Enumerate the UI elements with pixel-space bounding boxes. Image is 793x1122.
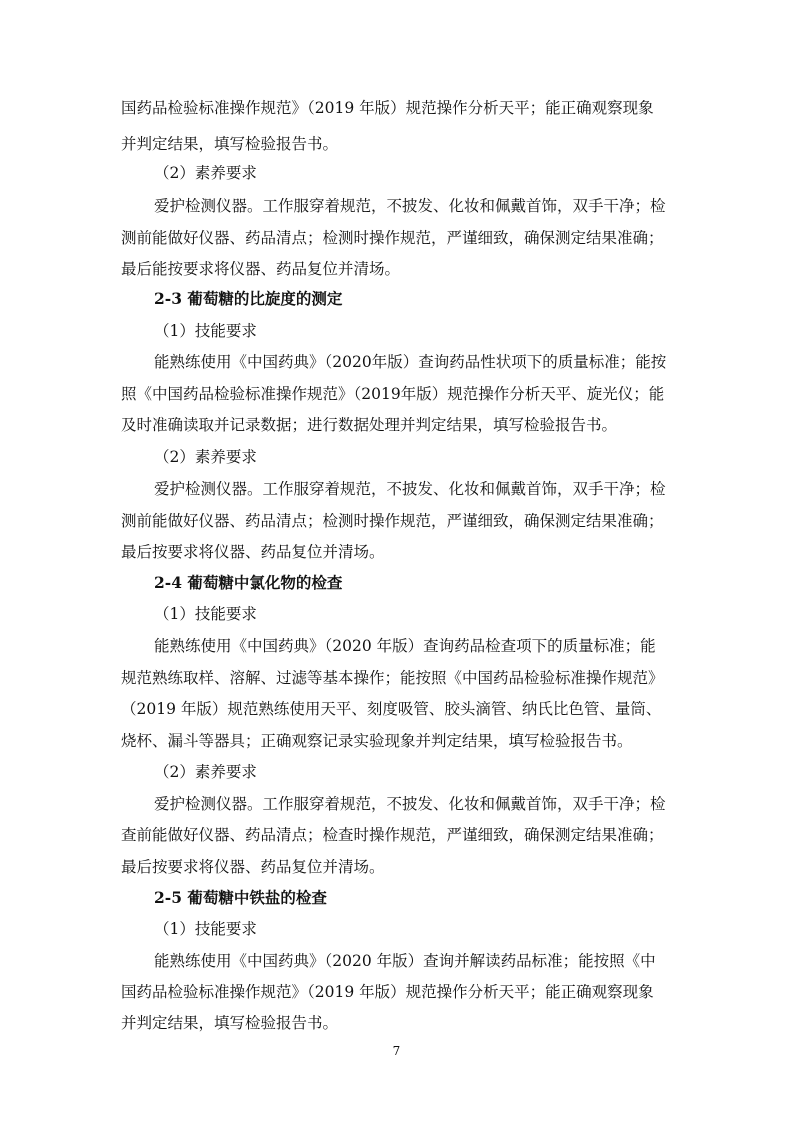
paragraph-line: 测前能做好仪器、药品清点；检测时操作规范，严谨细致，确保测定结果准确；	[121, 512, 664, 530]
paragraph-line: 最后能按要求将仪器、药品复位并清场。	[121, 260, 401, 278]
subheading-literacy: （2）素养要求	[154, 763, 257, 781]
paragraph-line: 并判定结果，填写检验报告书。	[121, 135, 339, 153]
paragraph-line: 及时准确读取并记录数据；进行数据处理并判定结果，填写检验报告书。	[121, 416, 618, 434]
section-heading-2-4: 2-4 葡萄糖中氯化物的检查	[154, 573, 343, 592]
subheading-literacy: （2）素养要求	[154, 448, 257, 466]
section-heading-2-3: 2-3 葡萄糖的比旋度的测定	[154, 289, 343, 308]
paragraph-line: 最后按要求将仪器、药品复位并清场。	[121, 858, 385, 876]
subheading-literacy: （2）素养要求	[154, 164, 257, 182]
section-heading-2-5: 2-5 葡萄糖中铁盐的检查	[154, 888, 327, 907]
paragraph-line: 照《中国药品检验标准操作规范》（2019年版）规范操作分析天平、旋光仪；能	[121, 385, 665, 403]
paragraph-line: 测前能做好仪器、药品清点；检测时操作规范，严谨细致，确保测定结果准确；	[121, 229, 664, 247]
subheading-skills: （1）技能要求	[154, 322, 257, 340]
paragraph-line: 查前能做好仪器、药品清点；检查时操作规范，严谨细致，确保测定结果准确；	[121, 826, 664, 844]
paragraph-line: 爱护检测仪器。工作服穿着规范，不披发、化妆和佩戴首饰，双手干净；检	[154, 480, 666, 498]
paragraph-line: 能熟练使用《中国药典》（2020 年版）查询并解读药品标准；能按照《中	[154, 952, 656, 970]
paragraph-line: 国药品检验标准操作规范》（2019 年版）规范操作分析天平；能正确观察现象	[121, 99, 654, 117]
paragraph-line: 国药品检验标准操作规范》（2019 年版）规范操作分析天平；能正确观察现象	[121, 983, 654, 1001]
subheading-skills: （1）技能要求	[154, 920, 257, 938]
paragraph-line: 能熟练使用《中国药典》（2020 年版）查询药品检查项下的质量标准；能	[154, 637, 656, 655]
paragraph-line: 规范熟练取样、溶解、过滤等基本操作；能按照《中国药品检验标准操作规范》	[121, 669, 664, 687]
paragraph-line: 爱护检测仪器。工作服穿着规范，不披发、化妆和佩戴首饰，双手干净；检	[154, 795, 666, 813]
paragraph-line: 烧杯、漏斗等器具；正确观察记录实验现象并判定结果，填写检验报告书。	[121, 732, 633, 750]
paragraph-line: 并判定结果，填写检验报告书。	[121, 1014, 339, 1032]
paragraph-line: （2019 年版）规范熟练使用天平、刻度吸管、胶头滴管、纳氏比色管、量筒、	[121, 700, 662, 718]
subheading-skills: （1）技能要求	[154, 605, 257, 623]
paragraph-line: 能熟练使用《中国药典》（2020年版）查询药品性状项下的质量标准；能按	[154, 353, 667, 371]
paragraph-line: 最后按要求将仪器、药品复位并清场。	[121, 543, 385, 561]
paragraph-line: 爱护检测仪器。工作服穿着规范，不披发、化妆和佩戴首饰，双手干净；检	[154, 197, 666, 215]
page-number: 7	[392, 1044, 401, 1058]
